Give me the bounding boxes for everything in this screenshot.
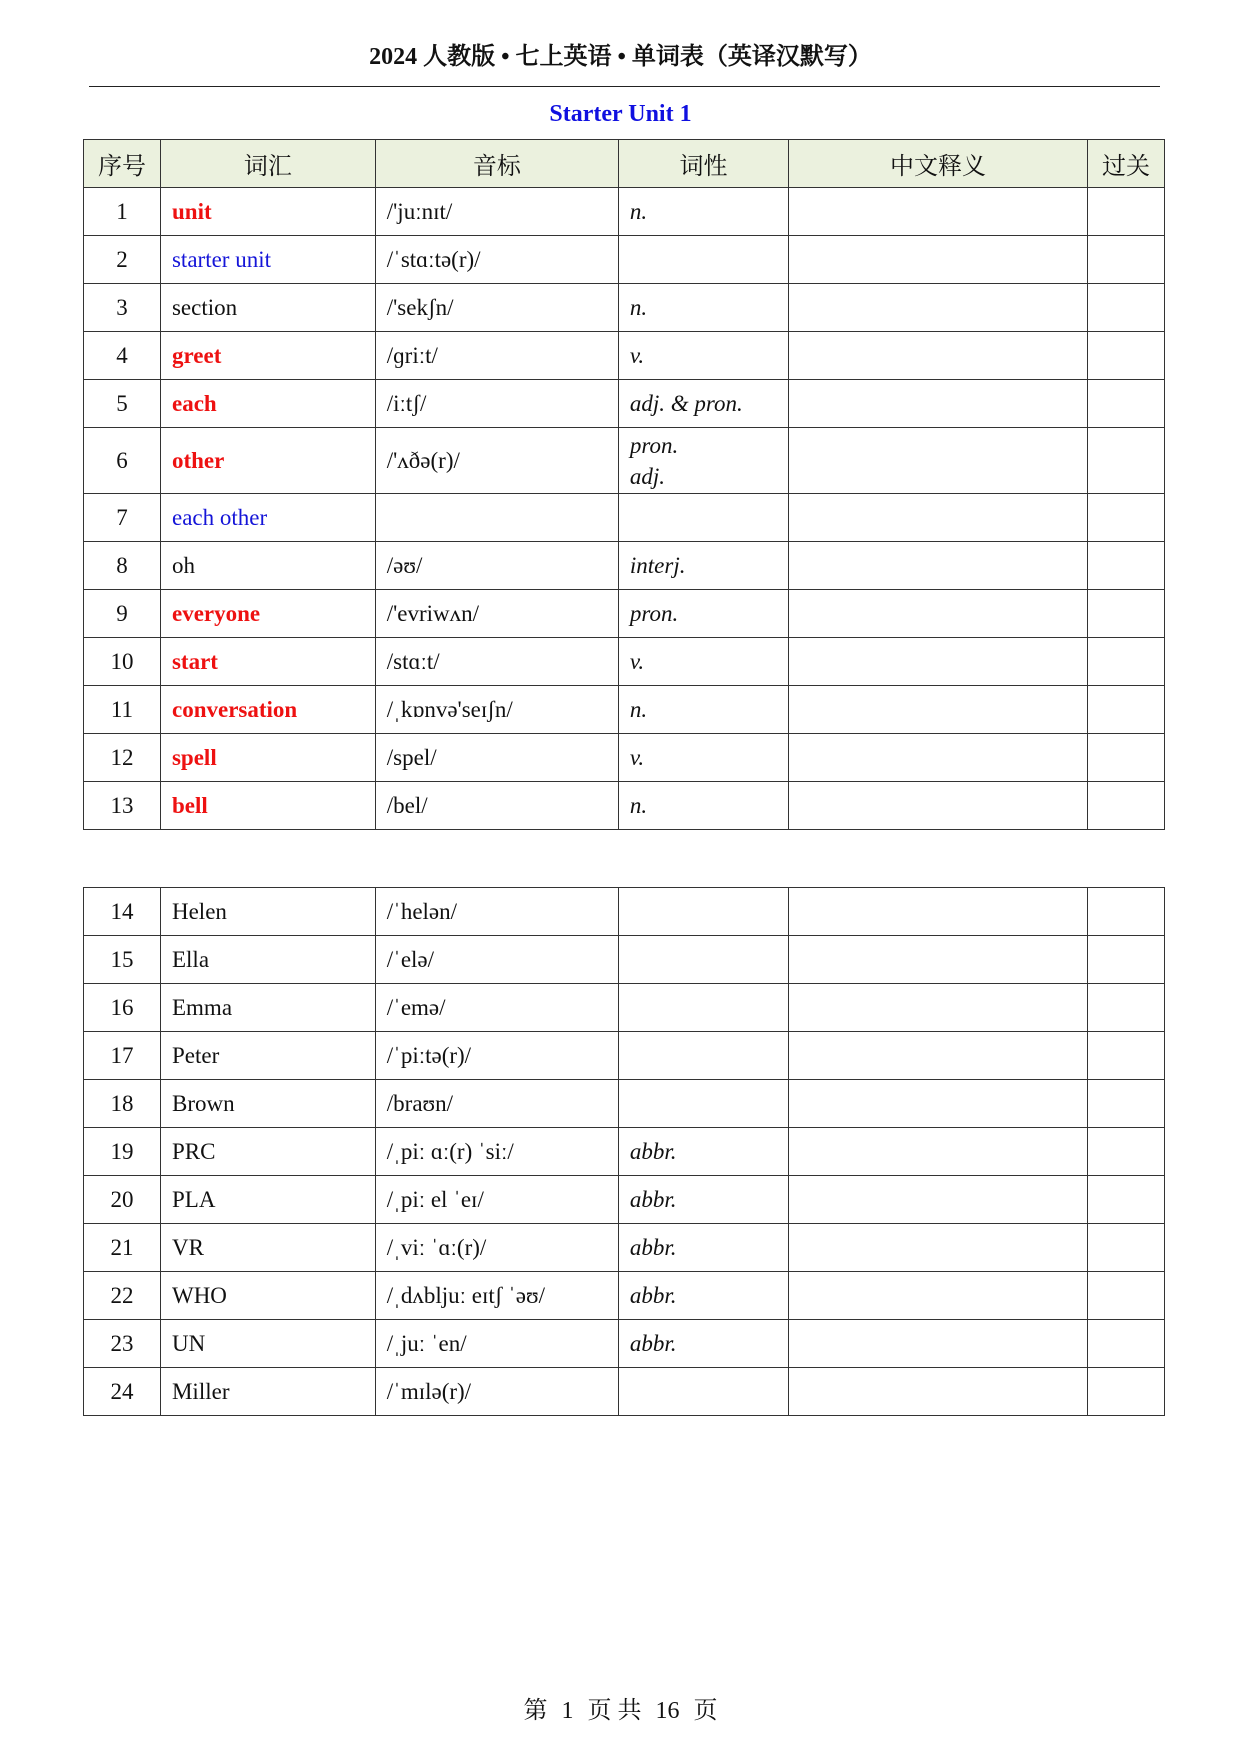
row-pass-check-blank: [1087, 1080, 1164, 1128]
row-chinese-meaning-blank: [789, 494, 1088, 542]
part-of-speech-label: v.: [629, 343, 645, 368]
row-part-of-speech: [618, 1224, 788, 1272]
footer-prefix: 第: [523, 1698, 548, 1724]
part-of-speech-label: abbr.: [629, 1283, 677, 1308]
row-number: 7: [84, 494, 161, 542]
part-of-speech-label: interj.: [629, 553, 686, 578]
row-phonetic: /ˌkɒnvə'seɪʃn/: [375, 686, 618, 734]
row-word: Peter: [160, 1032, 375, 1080]
row-word: starter unit: [160, 236, 375, 284]
col-header-number: 序号: [84, 140, 161, 188]
row-part-of-speech: [618, 236, 788, 284]
row-phonetic: /ˈelə/: [375, 936, 618, 984]
vocab-table-1: [83, 139, 1165, 830]
header-divider: [89, 86, 1160, 87]
row-chinese-meaning-blank: [789, 428, 1088, 494]
table-row: [84, 236, 1165, 284]
footer-suffix: 页: [693, 1698, 718, 1724]
table-header-row: [84, 140, 1165, 188]
row-phonetic: /stɑːt/: [375, 638, 618, 686]
row-number: 4: [84, 332, 161, 380]
part-of-speech-label: v.: [629, 649, 645, 674]
row-word: start: [160, 638, 375, 686]
row-chinese-meaning-blank: [789, 284, 1088, 332]
row-phonetic: /'juːnɪt/: [375, 188, 618, 236]
footer-middle: 页 共: [587, 1698, 642, 1724]
row-part-of-speech: [618, 782, 788, 830]
row-pass-check-blank: [1087, 1032, 1164, 1080]
row-chinese-meaning-blank: [789, 936, 1088, 984]
row-number: 6: [84, 428, 161, 494]
row-number: 9: [84, 590, 161, 638]
row-word: PLA: [160, 1176, 375, 1224]
row-part-of-speech: [618, 284, 788, 332]
row-word: conversation: [160, 686, 375, 734]
row-pass-check-blank: [1087, 188, 1164, 236]
table-row: [84, 1032, 1165, 1080]
row-pass-check-blank: [1087, 1224, 1164, 1272]
part-of-speech-label: n.: [629, 295, 648, 320]
footer-total-pages: 16: [655, 1698, 680, 1724]
row-pass-check-blank: [1087, 1272, 1164, 1320]
row-part-of-speech: [618, 1080, 788, 1128]
table-row: [84, 638, 1165, 686]
row-number: 14: [84, 888, 161, 936]
row-word: everyone: [160, 590, 375, 638]
row-number: 12: [84, 734, 161, 782]
row-number: 20: [84, 1176, 161, 1224]
row-pass-check-blank: [1087, 380, 1164, 428]
row-chinese-meaning-blank: [789, 1368, 1088, 1416]
row-pass-check-blank: [1087, 734, 1164, 782]
row-chinese-meaning-blank: [789, 1080, 1088, 1128]
table-row: [84, 1080, 1165, 1128]
row-pass-check-blank: [1087, 1128, 1164, 1176]
row-word: Ella: [160, 936, 375, 984]
part-of-speech-label: n.: [629, 697, 648, 722]
row-phonetic: /ˌviː ˈɑː(r)/: [375, 1224, 618, 1272]
row-pass-check-blank: [1087, 782, 1164, 830]
table-row: [84, 188, 1165, 236]
row-phonetic: /bel/: [375, 782, 618, 830]
row-phonetic: /ˈpiːtə(r)/: [375, 1032, 618, 1080]
row-chinese-meaning-blank: [789, 638, 1088, 686]
row-phonetic: /'ʌðə(r)/: [375, 428, 618, 494]
row-pass-check-blank: [1087, 888, 1164, 936]
row-phonetic: /ˈhelən/: [375, 888, 618, 936]
row-pass-check-blank: [1087, 686, 1164, 734]
table-row: [84, 686, 1165, 734]
table-row: [84, 888, 1165, 936]
row-number: 1: [84, 188, 161, 236]
row-number: 15: [84, 936, 161, 984]
row-part-of-speech: [618, 1176, 788, 1224]
row-pass-check-blank: [1087, 428, 1164, 494]
vocab-table-2: [83, 887, 1165, 1416]
row-word: PRC: [160, 1128, 375, 1176]
unit-title: Starter Unit 1: [549, 101, 692, 127]
row-word: WHO: [160, 1272, 375, 1320]
row-phonetic: /ˈmɪlə(r)/: [375, 1368, 618, 1416]
table-row: [84, 1128, 1165, 1176]
row-phonetic: [375, 494, 618, 542]
row-number: 13: [84, 782, 161, 830]
row-phonetic: /ˌpiː el ˈeɪ/: [375, 1176, 618, 1224]
table-row: [84, 332, 1165, 380]
row-phonetic: /ˌpiː ɑː(r) ˈsiː/: [375, 1128, 618, 1176]
part-of-speech-label: abbr.: [629, 1187, 677, 1212]
vocab-table-1-body: [84, 188, 1165, 830]
col-header-word: 词汇: [160, 140, 375, 188]
col-header-chinese-meaning: 中文释义: [789, 140, 1088, 188]
part-of-speech-label: abbr.: [629, 1235, 677, 1260]
col-header-phonetic: 音标: [375, 140, 618, 188]
row-chinese-meaning-blank: [789, 542, 1088, 590]
row-part-of-speech: [618, 734, 788, 782]
row-part-of-speech: [618, 936, 788, 984]
table-row: [84, 1176, 1165, 1224]
row-number: 17: [84, 1032, 161, 1080]
row-part-of-speech: [618, 1320, 788, 1368]
row-chinese-meaning-blank: [789, 984, 1088, 1032]
row-pass-check-blank: [1087, 638, 1164, 686]
part-of-speech-label: adj. & pron.: [629, 391, 743, 416]
row-word: oh: [160, 542, 375, 590]
row-part-of-speech: [618, 984, 788, 1032]
row-number: 19: [84, 1128, 161, 1176]
row-word: greet: [160, 332, 375, 380]
row-phonetic: /'sekʃn/: [375, 284, 618, 332]
row-pass-check-blank: [1087, 542, 1164, 590]
row-word: VR: [160, 1224, 375, 1272]
part-of-speech-label: pron.: [629, 601, 679, 626]
part-of-speech-label: abbr.: [629, 1331, 677, 1356]
row-chinese-meaning-blank: [789, 782, 1088, 830]
row-number: 23: [84, 1320, 161, 1368]
row-word: bell: [160, 782, 375, 830]
footer-page-number: 1: [561, 1698, 574, 1724]
row-chinese-meaning-blank: [789, 332, 1088, 380]
row-number: 3: [84, 284, 161, 332]
table-row: [84, 542, 1165, 590]
table-row: [84, 782, 1165, 830]
row-chinese-meaning-blank: [789, 734, 1088, 782]
row-phonetic: /ˈstɑːtə(r)/: [375, 236, 618, 284]
row-part-of-speech: [618, 1272, 788, 1320]
row-chinese-meaning-blank: [789, 1224, 1088, 1272]
col-header-pass: 过关: [1087, 140, 1164, 188]
row-part-of-speech: [618, 888, 788, 936]
row-word: Miller: [160, 1368, 375, 1416]
row-word: each: [160, 380, 375, 428]
part-of-speech-label: n.: [629, 199, 648, 224]
row-part-of-speech: [618, 188, 788, 236]
row-pass-check-blank: [1087, 1320, 1164, 1368]
row-part-of-speech: [618, 638, 788, 686]
row-chinese-meaning-blank: [789, 1128, 1088, 1176]
table-row: [84, 1272, 1165, 1320]
row-word: section: [160, 284, 375, 332]
part-of-speech-label: n.: [629, 793, 648, 818]
page-footer: [0, 1690, 1241, 1725]
table-row: [84, 284, 1165, 332]
row-pass-check-blank: [1087, 1368, 1164, 1416]
row-pass-check-blank: [1087, 332, 1164, 380]
row-chinese-meaning-blank: [789, 686, 1088, 734]
table-row: [84, 590, 1165, 638]
row-number: 24: [84, 1368, 161, 1416]
row-word: Helen: [160, 888, 375, 936]
row-phonetic: /ɡriːt/: [375, 332, 618, 380]
row-pass-check-blank: [1087, 494, 1164, 542]
col-header-part-of-speech: 词性: [618, 140, 788, 188]
row-word: unit: [160, 188, 375, 236]
row-word: each other: [160, 494, 375, 542]
row-chinese-meaning-blank: [789, 1272, 1088, 1320]
row-part-of-speech: [618, 494, 788, 542]
row-chinese-meaning-blank: [789, 188, 1088, 236]
row-part-of-speech: [618, 380, 788, 428]
row-number: 10: [84, 638, 161, 686]
row-pass-check-blank: [1087, 590, 1164, 638]
part-of-speech-label: abbr.: [629, 1139, 677, 1164]
part-of-speech-label: v.: [629, 745, 645, 770]
table-row: [84, 734, 1165, 782]
vocab-table-2-body: [84, 888, 1165, 1416]
row-number: 11: [84, 686, 161, 734]
row-number: 22: [84, 1272, 161, 1320]
row-chinese-meaning-blank: [789, 1032, 1088, 1080]
part-of-speech-label: pron.: [629, 432, 679, 458]
row-word: spell: [160, 734, 375, 782]
row-phonetic: /iːtʃ/: [375, 380, 618, 428]
table-row: [84, 1320, 1165, 1368]
row-part-of-speech: [618, 1032, 788, 1080]
row-chinese-meaning-blank: [789, 888, 1088, 936]
row-phonetic: /ˌjuː ˈen/: [375, 1320, 618, 1368]
row-number: 16: [84, 984, 161, 1032]
row-part-of-speech: [618, 686, 788, 734]
table-row: [84, 380, 1165, 428]
row-phonetic: /əʊ/: [375, 542, 618, 590]
page-header-title: 2024 人教版 • 七上英语 • 单词表（英译汉默写）: [369, 44, 872, 70]
row-chinese-meaning-blank: [789, 1320, 1088, 1368]
row-part-of-speech: [618, 590, 788, 638]
row-word: Emma: [160, 984, 375, 1032]
row-phonetic: /ˌdʌbljuː eɪtʃ ˈəʊ/: [375, 1272, 618, 1320]
row-number: 21: [84, 1224, 161, 1272]
row-chinese-meaning-blank: [789, 236, 1088, 284]
row-chinese-meaning-blank: [789, 380, 1088, 428]
row-word: UN: [160, 1320, 375, 1368]
row-number: 5: [84, 380, 161, 428]
row-phonetic: /ˈemə/: [375, 984, 618, 1032]
row-pass-check-blank: [1087, 284, 1164, 332]
row-part-of-speech: [618, 1368, 788, 1416]
row-number: 2: [84, 236, 161, 284]
row-phonetic: /spel/: [375, 734, 618, 782]
table-row: [84, 494, 1165, 542]
row-part-of-speech: [618, 1128, 788, 1176]
row-part-of-speech: [618, 332, 788, 380]
table-row: [84, 936, 1165, 984]
row-word: Brown: [160, 1080, 375, 1128]
row-part-of-speech: [618, 428, 788, 494]
table-row: [84, 984, 1165, 1032]
row-word: other: [160, 428, 375, 494]
row-phonetic: /'evriwʌn/: [375, 590, 618, 638]
row-pass-check-blank: [1087, 236, 1164, 284]
row-pass-check-blank: [1087, 1176, 1164, 1224]
table-row: [84, 428, 1165, 494]
row-number: 18: [84, 1080, 161, 1128]
table-row: [84, 1224, 1165, 1272]
row-chinese-meaning-blank: [789, 1176, 1088, 1224]
table-row: [84, 1368, 1165, 1416]
part-of-speech-label: adj.: [629, 463, 666, 489]
row-number: 8: [84, 542, 161, 590]
row-chinese-meaning-blank: [789, 590, 1088, 638]
row-phonetic: /braʊn/: [375, 1080, 618, 1128]
row-pass-check-blank: [1087, 984, 1164, 1032]
row-pass-check-blank: [1087, 936, 1164, 984]
row-part-of-speech: [618, 542, 788, 590]
